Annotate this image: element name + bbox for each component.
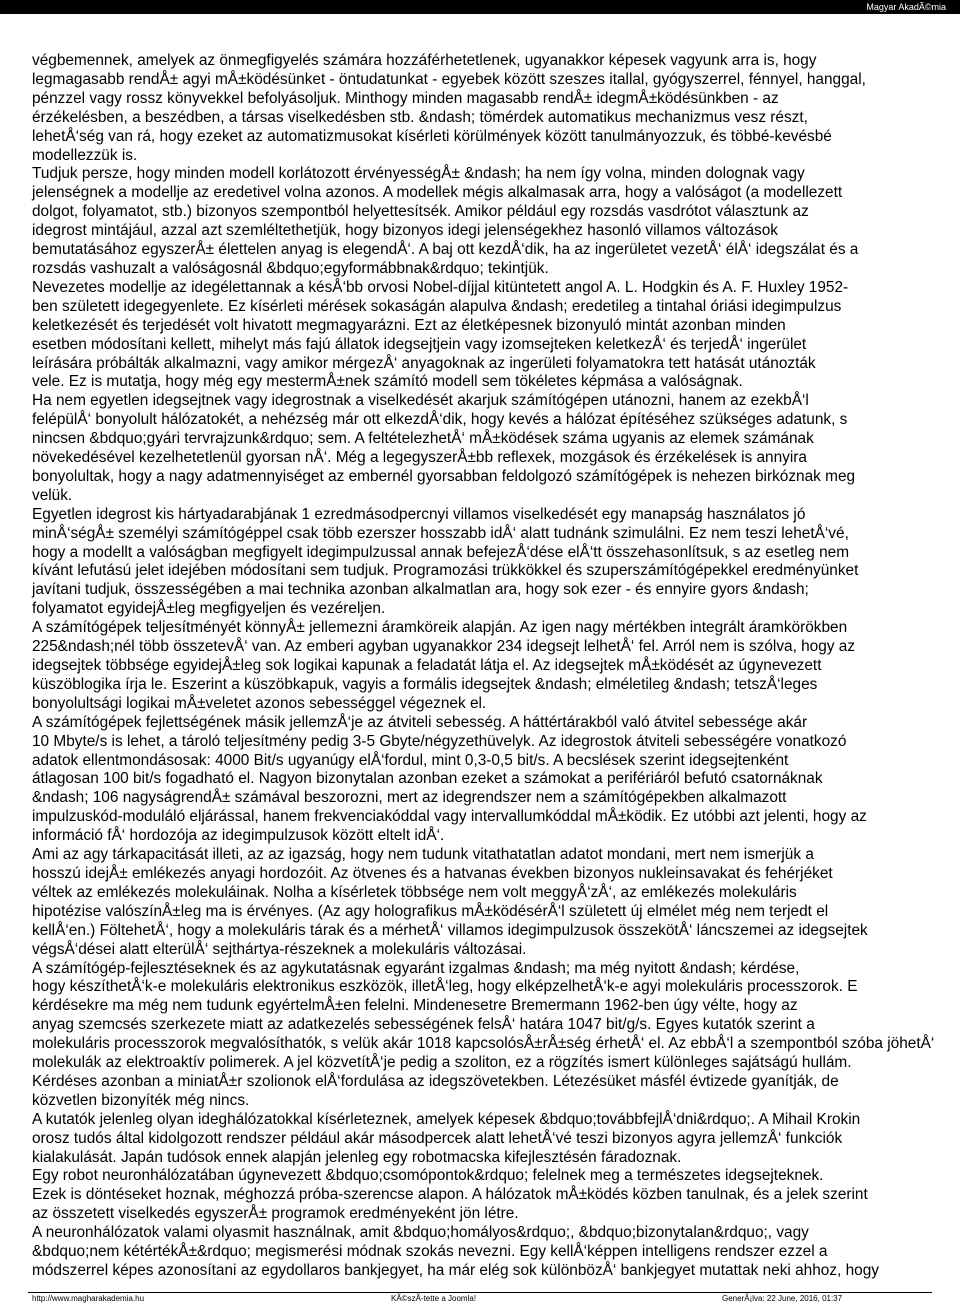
article-body: [32, 52, 960, 1281]
text-line: anyag szemcsés szerkezete miatt az adatkezelés sebességének felsÅ‘ határa 1047 bit/g/s. Egyes kutatók szerint a: [32, 1016, 815, 1034]
text-line: felépülÅ‘ bonyolult hálózatokét, a nehézség már ott elkezdÅ‘dik, hogy kevés a hálózat építéséhez szükséges adatunk, s: [32, 411, 848, 429]
text-line: átlagosan 100 bit/s fogadható el. Nagyon bizonytalan azonban ezeket a számokat a perifériáról befutó csatornáknak: [32, 770, 823, 788]
text-line: Egyetlen idegrost kis hártyadarabjának 1 ezredmásodpercnyi villamos viselkedését egy manapság használatos jó: [32, 505, 806, 523]
text-line: A kutatók jelenleg olyan ideghálózatokkal kísérleteznek, amelyek képesek &bdquo;továbbfejlÅ‘dni&rdquo;. A Mihail Krokin: [32, 1110, 861, 1128]
footer-credit: KÃ©szÃ-tette a Joomla!: [391, 1294, 477, 1303]
text-line: leírására próbálták alkalmazni, vagy amikor mérgezÅ‘ anyagoknak az ingerületi folyamatokra tett hatását utánozták: [32, 354, 816, 372]
text-line: molekulák az elektroaktív polimerek. A jel közvetítÅ‘je pedig a szoliton, ez a rögzítés ismert különleges sajátságú hullám.: [32, 1054, 852, 1072]
text-line: dolgot, folyamatot, stb.) bizonyos szempontból helyettesítsék. Amikor például egy rozsdás vasdrótot választunk az: [32, 203, 809, 221]
text-line: esetben módosítani kellett, mihelyt más fajú állatok idegsejtjein vagy izomsejteken keletkezÅ‘ és terjedÅ‘ ingerület: [32, 335, 807, 353]
text-line: növekedésével kezelhetetlenül gyorsan nÅ‘. Még a legegyszerÅ±bb reflexek, mozgások és érzékelések is annyira: [32, 449, 807, 467]
text-line: keletkezését és terjedését volt hivatott megmagyarázni. Ezt az életképesnek bizonyuló mintát azonban minden: [32, 316, 786, 334]
text-line: folyamatot egyidejÅ±leg megfigyeljen és vezéreljen.: [32, 600, 386, 618]
text-line: hosszú idejÅ± emlékezés anyagi hordozóit. Az ötvenes és a hatvanas években bizonyos nukleinsavakat és fehérjéket: [32, 864, 833, 882]
text-line: információ fÅ‘ hordozója az idegimpulzusok között eltelt idÅ‘.: [32, 827, 445, 845]
text-line: molekuláris processzorok megvalósíthatók, s velük akár 1018 kapcsolósÅ±rÅ±ség érhetÅ‘ el. Az ebbÅ‘l a szempontból szóba jöhetÅ‘: [32, 1035, 935, 1053]
text-line: adatok ellentmondásosak: 4000 Bit/s ugyanúgy elÅ‘fordul, mint 0,3-0,5 bit/s. A becslések szerint idegsejtenként: [32, 751, 789, 769]
text-line: &bdquo;nem kétértékÅ±&rdquo; megismerési módnak szokás nevezni. Egy kellÅ‘képpen intelligens rendszer ezzel a: [32, 1243, 828, 1261]
text-line: Ami az agy tárkapacitását illeti, az az igazság, hogy nem tudunk vitathatatlan adatot mondani, mert nem ismerjük a: [32, 846, 814, 864]
text-line: ben született idegegyenlete. Ez kísérleti mérések sokaságán alapulva &ndash; eredetileg a tintahal óriási idegimpulzus: [32, 297, 842, 315]
text-line: módszerrel képes azonosítani az egydollaros bankjegyet, ha már elég sok különbözÅ‘ bankjegyet mutattak neki ahhoz, hogy: [32, 1262, 879, 1279]
text-line: érzékelésben, a beszédben, a társas viselkedésben stb. &ndash; tömérdek automatikus mechanizmus vesz részt,: [32, 108, 808, 126]
text-line: bonyolultak, hogy a nagy adatmennyiséget az embernél gyorsabban feldolgozó számítógépek is nehezen birkóznak meg: [32, 467, 856, 485]
text-line: Kérdéses azonban a miniatÅ±r szolionok elÅ‘fordulása az idegszövetekben. Létezésüket másfél évtizede gyanítják, de: [32, 1072, 839, 1090]
text-line: Nevezetes modellje az idegélettannak a késÅ‘bb orvosi Nobel-díjjal kitüntetett angol A. L. Hodgkin és A. F. Huxley 1952-: [32, 278, 849, 296]
text-line: vele. Ez is mutatja, hogy még egy mestermÅ±nek számító modell sem tökéletes képmása a valóságnak.: [32, 373, 743, 391]
text-line: &ndash; 106 nagyságrendÅ± számával beszorozni, mert az idegrendszer nem a számítógépekben alkalmazott: [32, 789, 787, 807]
text-line: bemutatásához egyszerÅ± élettelen anyag is elegendÅ‘. A baj ott kezdÅ‘dik, ha az ingerületet vezetÅ‘ élÅ‘ idegszálat és a: [32, 241, 859, 259]
text-line: kérdésekre ma még nem tudunk egyértelmÅ±en felelni. Mindenesetre Bremermann 1962-ben úgy vélte, hogy az: [32, 997, 798, 1015]
text-line: legmagasabb rendÅ± agyi mÅ±ködésünket - öntudatunkat - egyebek között szeszes itallal, gyógyszerrel, fénnyel, hanggal,: [32, 70, 866, 88]
text-line: orosz tudós által kidolgozott rendszer például akár másodpercek alatt lehetÅ‘vé teszi bizonyos agyra jellemzÅ‘ funkciók: [32, 1129, 843, 1147]
text-line: Ha nem egyetlen idegsejtnek vagy idegrostnak a viselkedését akarjuk számítógépen utánozni, hanem az ezekbÅ‘l: [32, 392, 809, 410]
text-line: kellÅ‘en.) FöltehetÅ‘, hogy a molekuláris tárak és a mérhetÅ‘ villamos idegimpulzusok összekötÅ‘ láncszemei az idegsejtek: [32, 921, 868, 939]
text-line: hipotézise valószínÅ±leg ma is érvényes. (Az agy holografikus mÅ±ködésérÅ‘l született új elmélet még nem terjedt el: [32, 902, 829, 920]
text-line: javítani tudjuk, összességében a mai technika azonban alkalmatlan ara, hogy sok ezer - és ennyire gyors &ndash;: [32, 581, 809, 599]
text-line: idegrost mintájául, azzal azt szemléltethetjük, hogy bizonyos idegi jelenségekhez hasonló villamos változások: [32, 222, 778, 240]
text-line: jelenségnek a modellje az eredetivel volna azonos. A modellek mégis alkalmasak arra, hogy a valóságot (a modellezett: [32, 184, 843, 202]
text-line: végbemennek, amelyek az önmegfigyelés számára hozzáférhetetlenek, ugyanakkor képesek vagyunk arra is, hogy: [32, 52, 817, 69]
text-line: A számítógépek fejlettségének másik jellemzÅ‘je az átviteli sebesség. A háttértárakból való átvitel sebessége akár: [32, 713, 808, 731]
text-line: 225&ndash;nél több összetevÅ‘ van. Az emberi agyban ugyanakkor 234 idegsejt lelhetÅ‘ fel. Arról nem is szólva, hogy az: [32, 638, 856, 656]
text-line: kívánt lefutású jelet idejében módosítani sem tudjuk. Programozási trükkökkel és szuperszámítógépekkel eredményünket: [32, 562, 859, 580]
footer-generated-date: GenerÃ¡lva: 22 June, 2016, 01:37: [722, 1294, 843, 1303]
text-line: lehetÅ‘ség van rá, hogy ezeket az automatizmusokat kísérleti körülmények között tanulmányozzuk, és többé-kevésbé: [32, 127, 832, 145]
text-line: idegsejtek többsége egyidejÅ±leg sok logikai kapunak a feladatát látja el. Az idegsejtek mÅ±ködését az úgynevezett: [32, 657, 822, 674]
text-line: modellezzük is.: [32, 146, 138, 164]
text-line: bonyolultsági logikai mÅ±veletet azonos sebességgel végeznek el.: [32, 694, 487, 712]
footer-url-link[interactable]: http://www.magharakademia.hu: [32, 1294, 145, 1303]
text-line: Ezek is döntéseket hoznak, méghozzá próba-szerencse alapon. A hálózatok mÅ±ködés közben tanulnak, és a jelek szerint: [32, 1186, 868, 1204]
text-line: kialakulását. Japán tudósok ennek alapján jelenleg egy robotmacska kifejlesztésén fáradoznak.: [32, 1148, 682, 1166]
text-line: közvetlen bizonyíték még nincs.: [32, 1091, 250, 1109]
text-line: rozsdás vashuzalt a valóságosnál &bdquo;egyformábbnak&rdquo; tekintjük.: [32, 259, 549, 277]
text-line: hogy a modellt a valóságban megfigyelt idegimpulzussal annak befejezÅ‘dése elÅ‘tt összehasonlítsuk, s az esetleg nem: [32, 543, 850, 561]
text-line: 10 Mbyte/s is lehet, a tároló teljesítmény pedig 3-5 Gbyte/négyzethüvelyk. Az idegrostok átviteli sebességére vonatkozó: [32, 732, 847, 750]
text-line: Egy robot neuronhálózatában úgynevezett &bdquo;csomópontok&rdquo; felelnek meg a természetes idegsejteknek.: [32, 1167, 824, 1185]
footer-divider: [28, 1292, 932, 1293]
text-line: A neuronhálózatok valami olyasmit használnak, amit &bdquo;homályos&rdquo;, &bdquo;bizonytalan&rdquo;, vagy: [32, 1224, 809, 1242]
text-line: végsÅ‘dései alatt elterülÅ‘ sejthártya-részeknek a molekuláris változásai.: [32, 940, 527, 958]
text-line: nincsen &bdquo;gyári tervrajzunk&rdquo; sem. A feltételezhetÅ‘ mÅ±ködések száma ugyanis az elemek számának: [32, 430, 814, 448]
text-line: velük.: [32, 486, 73, 504]
text-line: Tudjuk persze, hogy minden modell korlátozott érvényességÅ± &ndash; ha nem így volna, minden dolognak vagy: [32, 165, 805, 183]
text-line: küszöblogika írja le. Eszerint a küszöbkapuk, vagyis a formális idegsejtek &ndash; elméletileg &ndash; tetszÅ‘leges: [32, 675, 818, 693]
text-line: A számítógépek teljesítményét könnyÅ± jellemezni áramköreik alapján. Az igen nagy mértékben integrált áramkörökben: [32, 619, 848, 637]
text-line: impulzuskód-moduláló eljárással, hanem frekvenciakóddal vagy intervallumkóddal mÅ±ködik. Ez utóbbi azt jelenti, hogy az: [32, 808, 867, 826]
text-line: pénzzel vagy rossz könyvekkel befolyásoljuk. Minthogy minden magasabb rendÅ± idegmÅ±ködésünkben - az: [32, 89, 779, 107]
text-line: hogy készíthetÅ‘k-e molekuláris elektronikus eszközök, illetÅ‘leg, hogy elképzelhetÅ‘k-e agyi molekuláris processzorok. E: [32, 978, 858, 996]
text-line: A számítógép-fejlesztéseknek és az agykutatásnak egyaránt izgalmas &ndash; ma még nyitott &ndash; kérdése,: [32, 959, 800, 977]
text-line: véltek az emlékezés molekuláinak. Nolha a kísérletek többsége nem volt meggyÅ‘zÅ‘, az emlékezés molekuláris: [32, 883, 797, 901]
text-line: minÅ‘ségÅ± személyi számítógéppel csak több ezerszer hosszabb idÅ‘ alatt tudnánk szimulálni. Ez nem teszi lehetÅ‘vé,: [32, 524, 849, 542]
text-line: az összetett viselkedés egyszerÅ± programok eredményeként jön létre.: [32, 1205, 519, 1223]
site-title: Magyar AkadÃ©mia: [866, 2, 946, 12]
header-bar: [0, 0, 960, 14]
